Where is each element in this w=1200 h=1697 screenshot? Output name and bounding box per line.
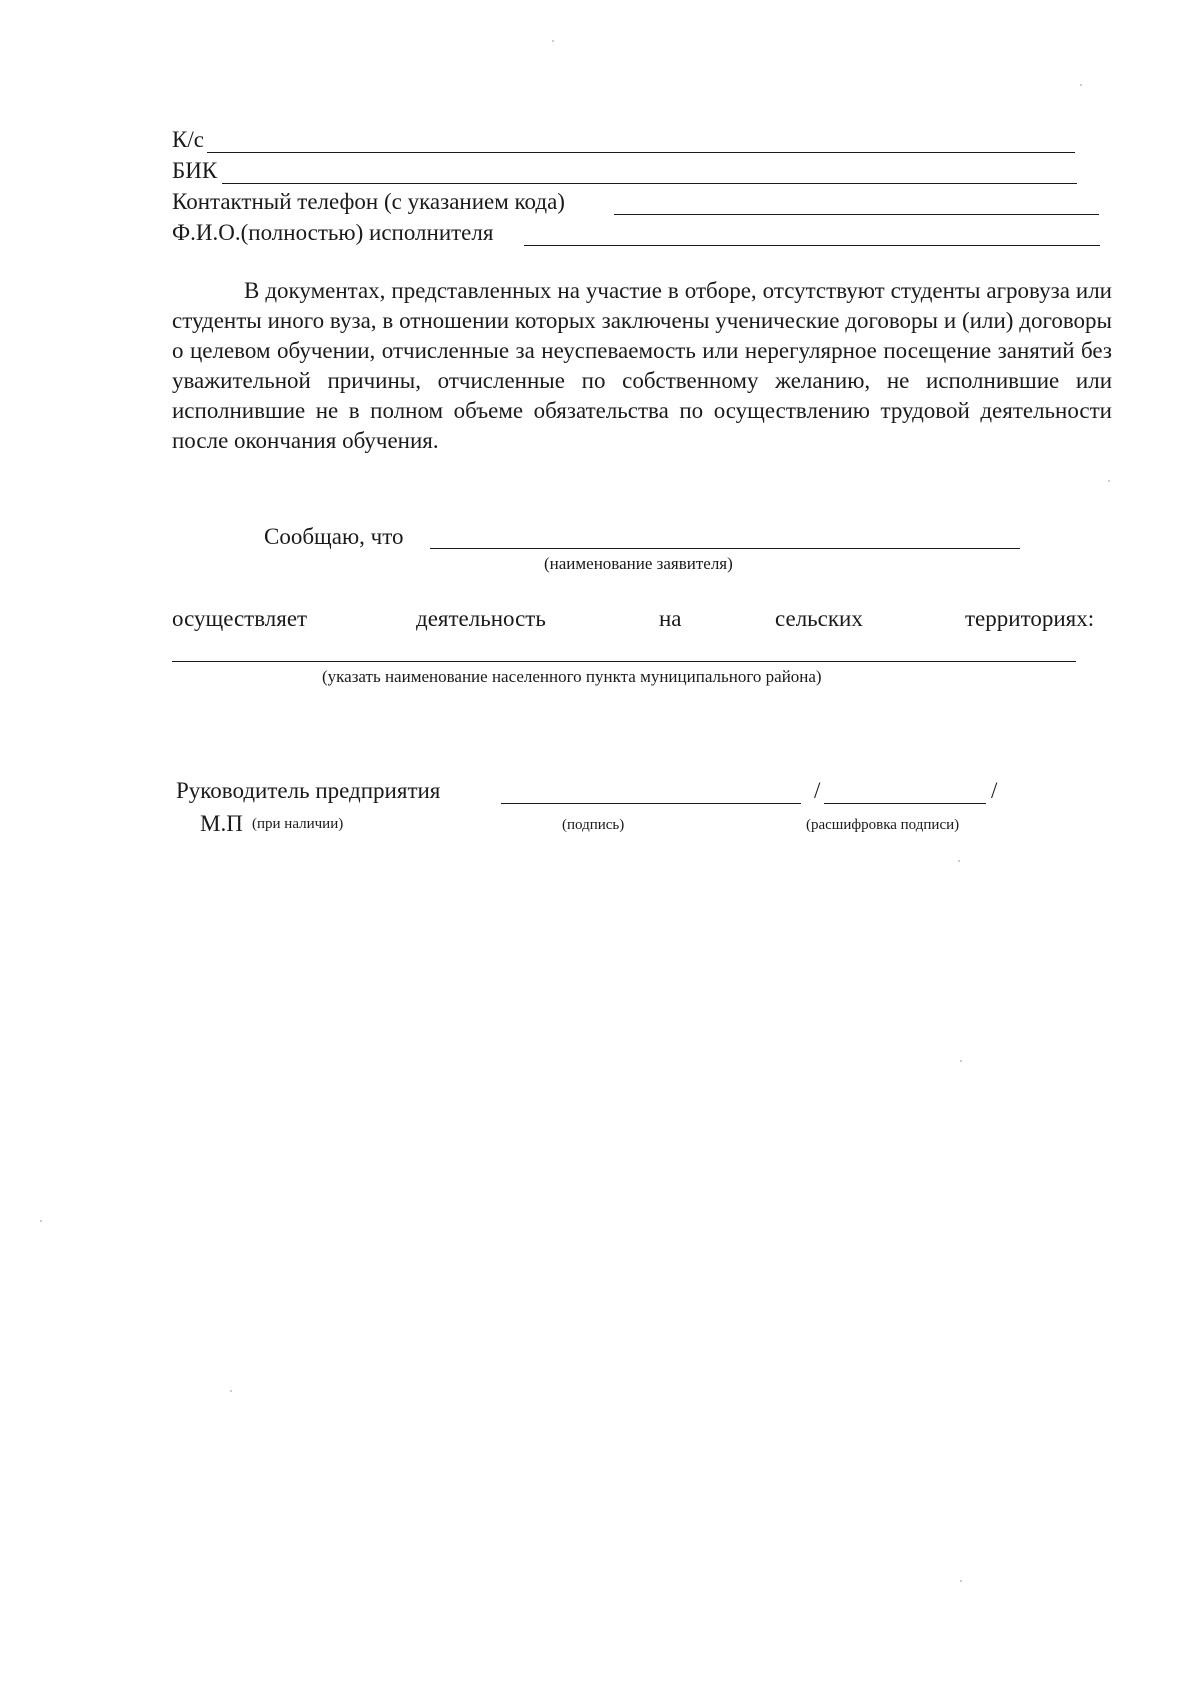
activity-word-3: на [659, 606, 682, 631]
scan-speck [958, 860, 960, 862]
stamp-note: (при наличии) [252, 816, 344, 832]
scan-speck [230, 1390, 232, 1392]
scan-speck [40, 1220, 42, 1222]
slash-close: / [991, 778, 998, 803]
activity-word-2: деятельность [416, 606, 546, 631]
applicant-caption: (наименование заявителя) [544, 554, 733, 573]
activity-word-4: сельских [775, 606, 863, 631]
stamp-label: М.П [200, 811, 243, 836]
activity-word-5: территориях: [965, 606, 1095, 631]
scan-speck [1080, 84, 1082, 86]
signature-decoding-line[interactable] [824, 803, 986, 804]
scan-speck [960, 1060, 962, 1062]
location-caption: (указать наименование населенного пункта муниципального района) [322, 667, 822, 686]
ks-input-line[interactable] [207, 152, 1075, 153]
signature-caption: (подпись) [562, 817, 625, 833]
fio-label: Ф.И.О.(полностью) исполнителя [172, 220, 494, 245]
phone-label: Контактный телефон (с указанием кода) [172, 189, 565, 214]
applicant-name-line[interactable] [430, 548, 1020, 549]
location-input-line[interactable] [172, 661, 1076, 662]
scan-speck [1108, 480, 1110, 482]
scan-speck [552, 40, 554, 42]
bik-input-line[interactable] [222, 183, 1077, 184]
statement-paragraph: В документах, представленных на участие в отборе, отсутствуют студенты агровуза или студенты иного вуза, в отношении которых заключены ученические договоры и (или) договоры о целевом обучении, отчисленные за неуспеваемость или нерегулярное посещение занятий без уважительной причины, отчисленные по собственному желанию, не исполнившие или исполнившие не в полном объеме обязательства по осуществлению трудовой деятельности после окончания обучения. [172, 278, 1112, 453]
report-prefix: Сообщаю, что [264, 524, 404, 549]
ks-label: К/с [172, 127, 204, 152]
scan-speck [960, 1580, 962, 1582]
signature-input-line[interactable] [501, 803, 801, 804]
phone-input-line[interactable] [614, 214, 1099, 215]
bik-label: БИК [172, 158, 218, 183]
slash-open: / [814, 778, 821, 803]
fio-input-line[interactable] [524, 245, 1100, 246]
decoding-caption: (расшифровка подписи) [806, 817, 960, 833]
activity-word-1: осуществляет [172, 606, 308, 631]
head-label: Руководитель предприятия [176, 778, 441, 803]
